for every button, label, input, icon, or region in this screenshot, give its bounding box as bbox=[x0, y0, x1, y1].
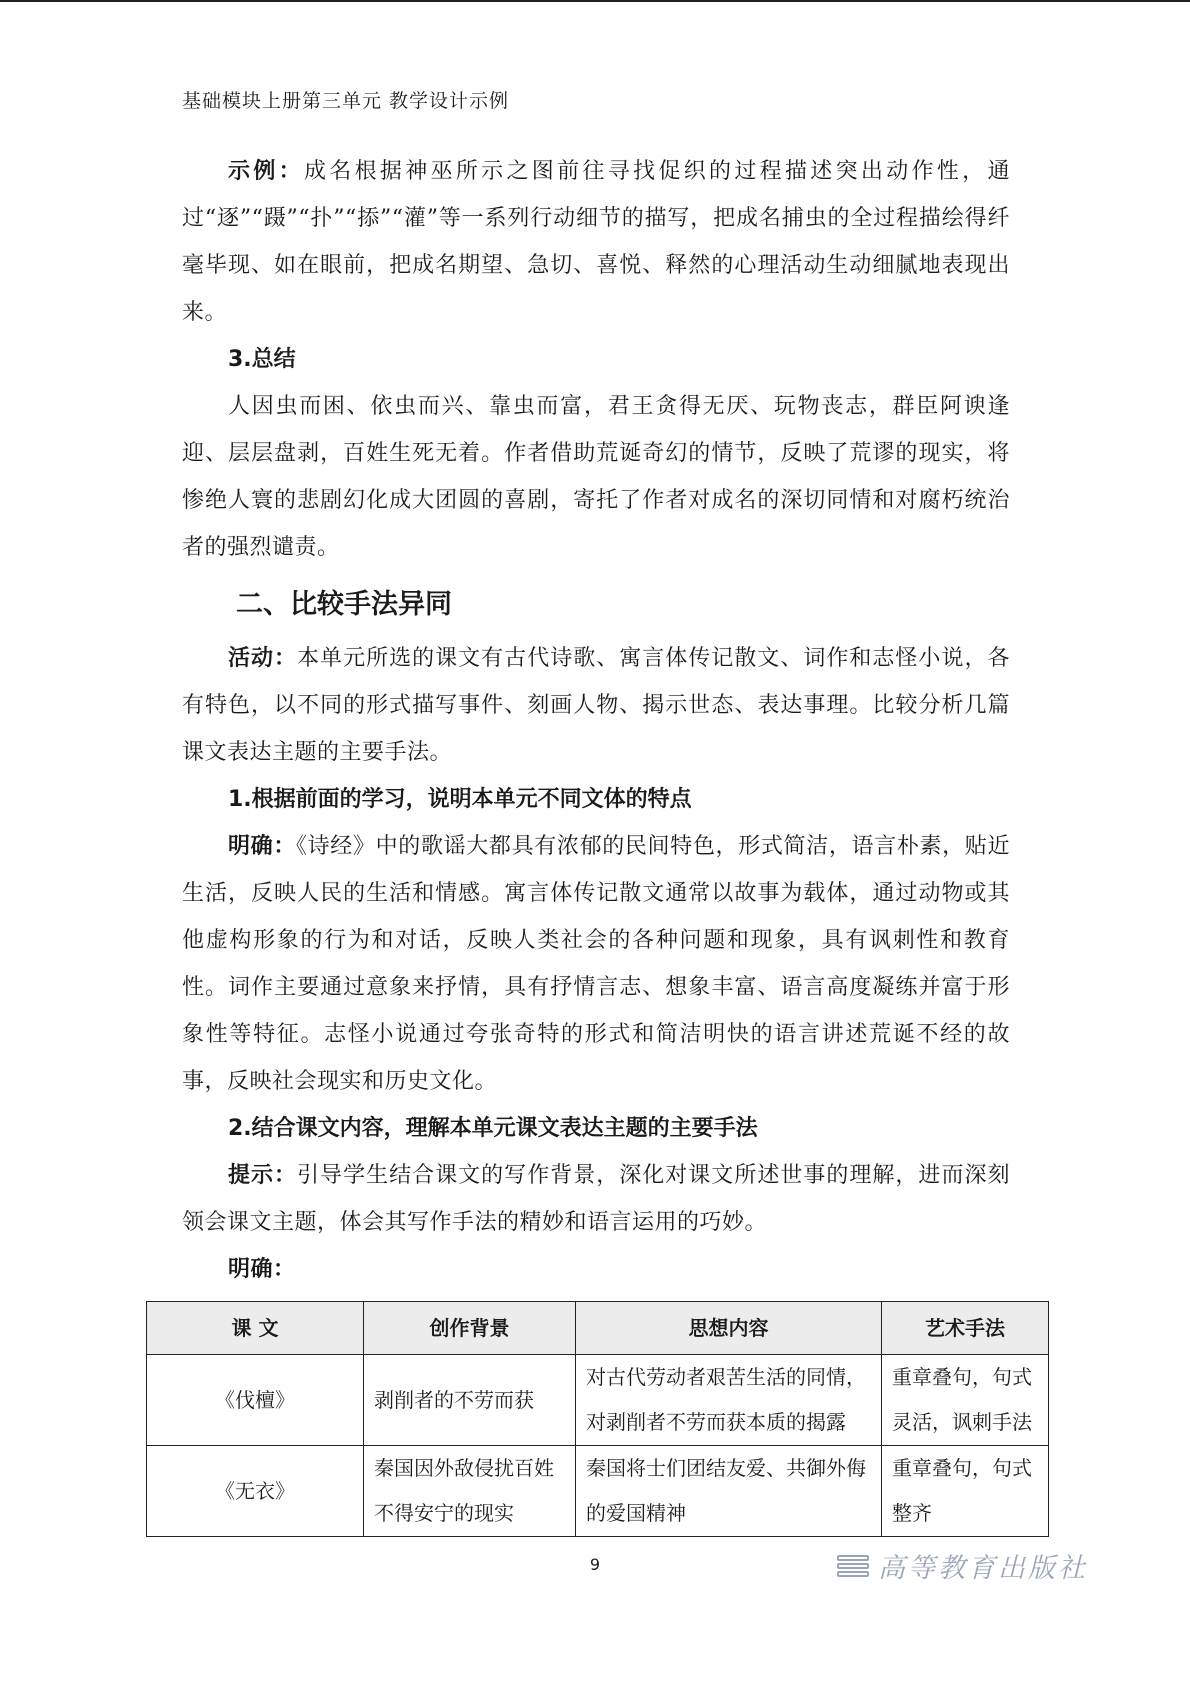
table-row bbox=[147, 1446, 1049, 1537]
table-header-cell: 思想内容 bbox=[576, 1302, 882, 1355]
table-row bbox=[147, 1355, 1049, 1446]
question-2-heading: 2.结合课文内容，理解本单元课文表达主题的主要手法 bbox=[228, 1116, 758, 1141]
answer-2-paragraph bbox=[182, 1246, 1010, 1293]
table-cell-content: 秦国将士们团结友爱、共御外侮的爱国精神 bbox=[576, 1446, 882, 1537]
summary-heading: 3.总结 bbox=[228, 347, 296, 372]
summary-paragraph: 人因虫而困、依虫而兴、靠虫而富，君王贪得无厌、玩物丧志，群臣阿谀逢迎、层层盘剥，百姓生死无着。作者借助荒诞奇幻的情节，反映了荒谬的现实，将惨绝人寰的悲剧幻化成大团圆的喜剧，寄托了作者对成名的深切同情和对腐朽统治者的强烈谴责。 bbox=[182, 394, 1010, 560]
table-cell-technique: 重章叠句，句式整齐 bbox=[882, 1446, 1049, 1537]
answer-text: 《诗经》中的歌谣大都具有浓郁的民间特色，形式简洁，语言朴素，贴近生活，反映人民的生活和情感。寓言体传记散文通常以故事为载体，通过动物或其他虚构形象的行为和对话，反映人类社会的各种问题和现象，具有讽刺性和教育性。词作主要通过意象来抒情，具有抒情言志、想象丰富、语言高度凝练并富于形象性等特征。志怪小说通过夸张奇特的形式和简洁明快的语言讲述荒诞不经的故事，反映社会现实和历史文化。 bbox=[182, 834, 1010, 1094]
activity-paragraph bbox=[182, 635, 1010, 776]
comparison-table bbox=[146, 1301, 1049, 1537]
book-stack-icon bbox=[836, 1553, 870, 1579]
table-cell-background: 秦国因外敌侵扰百姓不得安宁的现实 bbox=[364, 1446, 576, 1537]
activity-label: 活动： bbox=[228, 646, 298, 671]
answer-2-label: 明确： bbox=[228, 1257, 296, 1282]
table-cell-content: 对古代劳动者艰苦生活的同情，对剥削者不劳而获本质的揭露 bbox=[576, 1355, 882, 1446]
example-label: 示例： bbox=[228, 159, 304, 184]
running-header: 基础模块上册第三单元 教学设计示例 bbox=[182, 90, 510, 112]
example-text: 成名根据神巫所示之图前往寻找促织的过程描述突出动作性，通过“逐”“蹑”“扑”“掭”“灌”等一系列行动细节的描写，把成名捕虫的全过程描绘得纤毫毕现、如在眼前，把成名期望、急切、喜悦、释然的心理活动生动细腻地表现出来。 bbox=[182, 159, 1010, 325]
activity-text: 本单元所选的课文有古代诗歌、寓言体传记散文、词作和志怪小说，各有特色，以不同的形式描写事件、刻画人物、揭示世态、表达事理。比较分析几篇课文表达主题的主要手法。 bbox=[182, 646, 1010, 765]
hint-text: 引导学生结合课文的写作背景，深化对课文所述世事的理解，进而深刻领会课文主题，体会其写作手法的精妙和语言运用的巧妙。 bbox=[182, 1163, 1010, 1235]
example-paragraph bbox=[182, 148, 1010, 336]
section-heading: 二、比较手法异同 bbox=[236, 589, 452, 620]
table-cell-technique: 重章叠句，句式灵活，讽刺手法 bbox=[882, 1355, 1049, 1446]
table-cell-title: 《无衣》 bbox=[147, 1446, 364, 1537]
top-rule bbox=[0, 0, 1190, 2]
publisher-name: 高等教育出版社 bbox=[878, 1553, 1088, 1584]
question-1-answer bbox=[182, 823, 1010, 1105]
table-header-cell: 课 文 bbox=[147, 1302, 364, 1355]
question-1-heading: 1.根据前面的学习，说明本单元不同文体的特点 bbox=[228, 787, 692, 812]
page-content bbox=[182, 148, 1032, 1537]
hint-label: 提示： bbox=[228, 1163, 298, 1188]
table-header-cell: 创作背景 bbox=[364, 1302, 576, 1355]
table-header-cell: 艺术手法 bbox=[882, 1302, 1049, 1355]
hint-paragraph bbox=[182, 1152, 1010, 1246]
table-cell-title: 《伐檀》 bbox=[147, 1355, 364, 1446]
answer-label: 明确： bbox=[228, 834, 296, 859]
table-header-row bbox=[147, 1302, 1049, 1355]
page-number: 9 bbox=[589, 1555, 601, 1574]
table-cell-background: 剥削者的不劳而获 bbox=[364, 1355, 576, 1446]
publisher-logo bbox=[836, 1546, 1088, 1585]
